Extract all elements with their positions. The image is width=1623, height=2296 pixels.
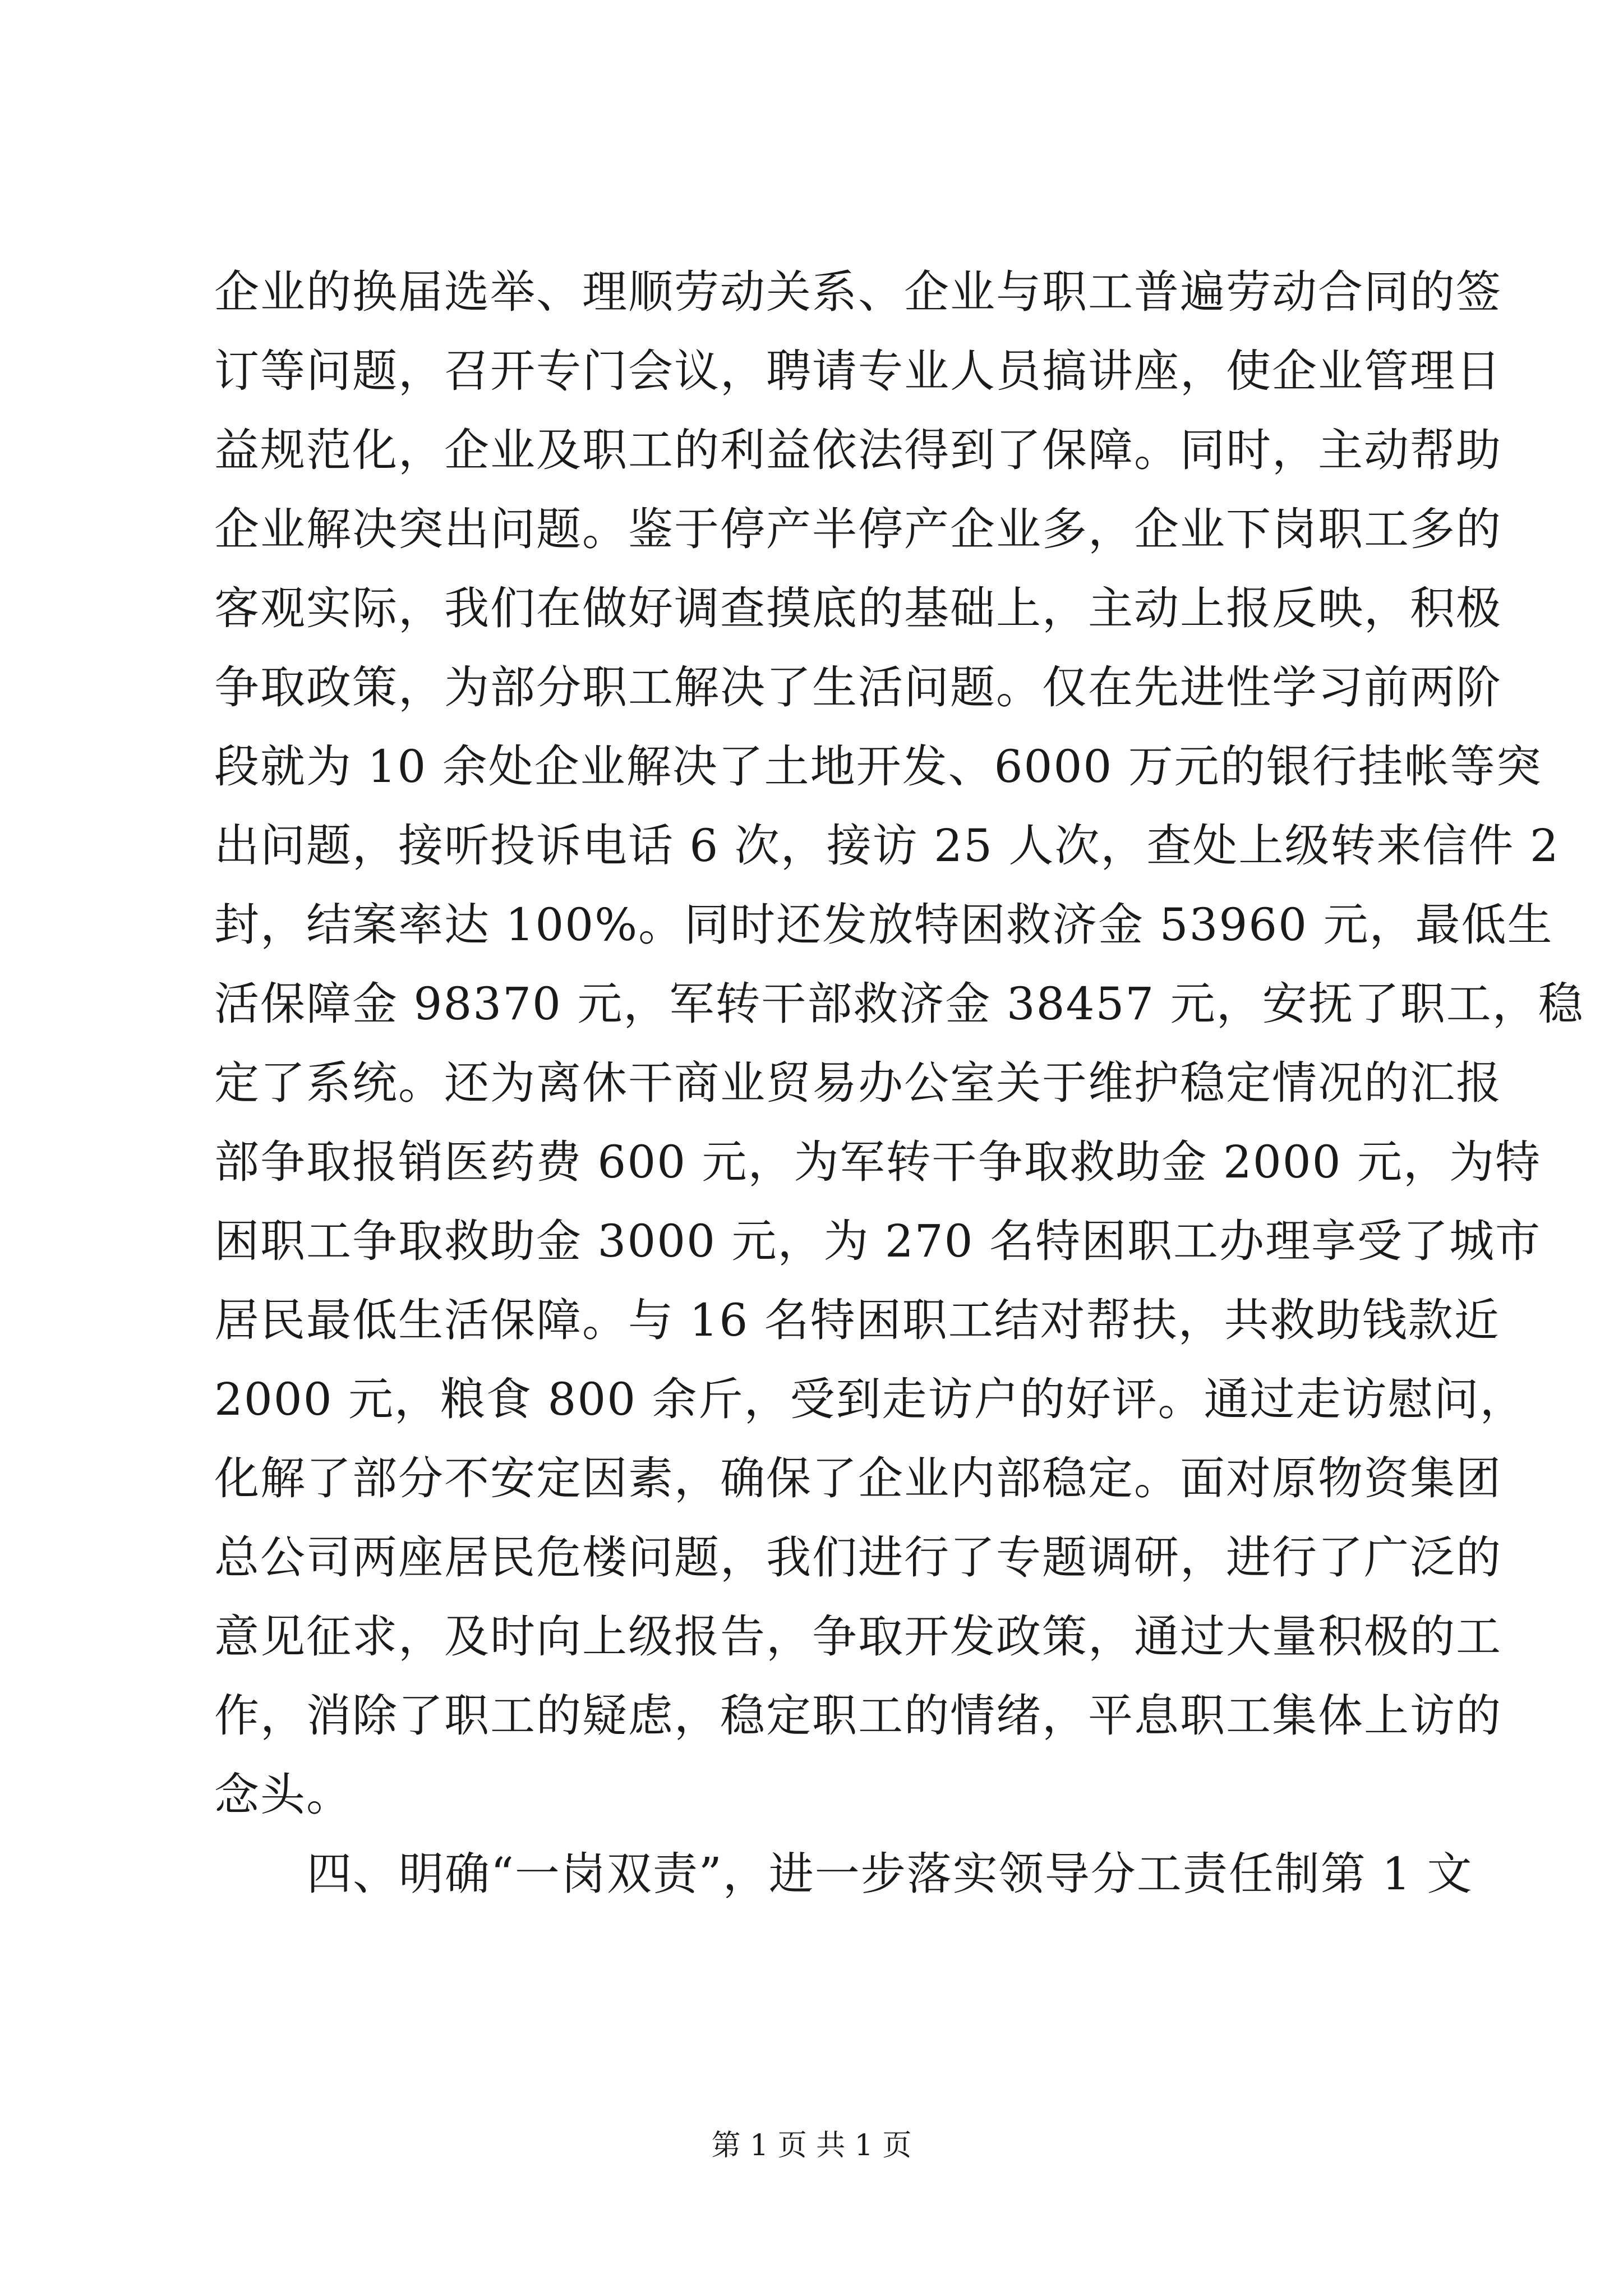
page-footer: 第 1 页 共 1 页 (711, 2129, 912, 2162)
paragraph-line: 总公司两座居民危楼问题，我们进行了专题调研，进行了广泛的 (214, 1531, 1502, 1584)
paragraph-line: 订等问题，召开专门会议，聘请专业人员搞讲座，使企业管理日 (214, 345, 1502, 397)
document-body (214, 252, 1584, 1913)
paragraph-line: 意见征求，及时向上级报告，争取开发政策，通过大量积极的工 (214, 1611, 1502, 1663)
paragraph-line: 作，消除了职工的疑虑，稳定职工的情绪，平息职工集体上访的 (214, 1690, 1502, 1742)
paragraph-line: 封，结案率达 100%。同时还发放特困救济金 53960 元，最低生 (214, 899, 1553, 951)
paragraph-line: 部争取报销医药费 600 元，为军转干争取救助金 2000 元，为特 (214, 1136, 1542, 1188)
paragraph-line: 困职工争取救助金 3000 元，为 270 名特困职工办理享受了城市 (214, 1215, 1542, 1267)
paragraph-line: 化解了部分不安定因素，确保了企业内部稳定。面对原物资集团 (214, 1452, 1502, 1504)
paragraph-line: 争取政策，为部分职工解决了生活问题。仅在先进性学习前两阶 (214, 661, 1502, 714)
paragraph-line: 2000 元，粮食 800 余斤，受到走访户的好评。通过走访慰问， (214, 1373, 1526, 1425)
paragraph-line: 活保障金 98370 元，军转干部救济金 38457 元，安抚了职工，稳 (214, 978, 1584, 1030)
paragraph-line: 段就为 10 余处企业解决了土地开发、6000 万元的银行挂帐等突 (214, 740, 1542, 793)
paragraph-line: 出问题，接听投诉电话 6 次，接访 25 人次，查处上级转来信件 2 (214, 820, 1560, 872)
paragraph-line: 定了系统。还为离休干商业贸易办公室关于维护稳定情况的汇报 (214, 1057, 1502, 1109)
paragraph-line: 企业的换届选举、理顺劳动关系、企业与职工普遍劳动合同的签 (214, 266, 1502, 318)
paragraph-line: 念头。 (214, 1769, 352, 1821)
paragraph-line: 益规范化，企业及职工的利益依法得到了保障。同时，主动帮助 (214, 424, 1502, 476)
paragraph-line: 客观实际，我们在做好调查摸底的基础上，主动上报反映，积极 (214, 582, 1502, 634)
paragraph-line: 企业解决突出问题。鉴于停产半停产企业多，企业下岗职工多的 (214, 503, 1502, 555)
paragraph-line: 居民最低生活保障。与 16 名特困职工结对帮扶，共救助钱款近 (214, 1294, 1500, 1346)
section-heading-line: 四、明确“一岗双责”，进一步落实领导分工责任制第 1 文 (307, 1848, 1473, 1900)
